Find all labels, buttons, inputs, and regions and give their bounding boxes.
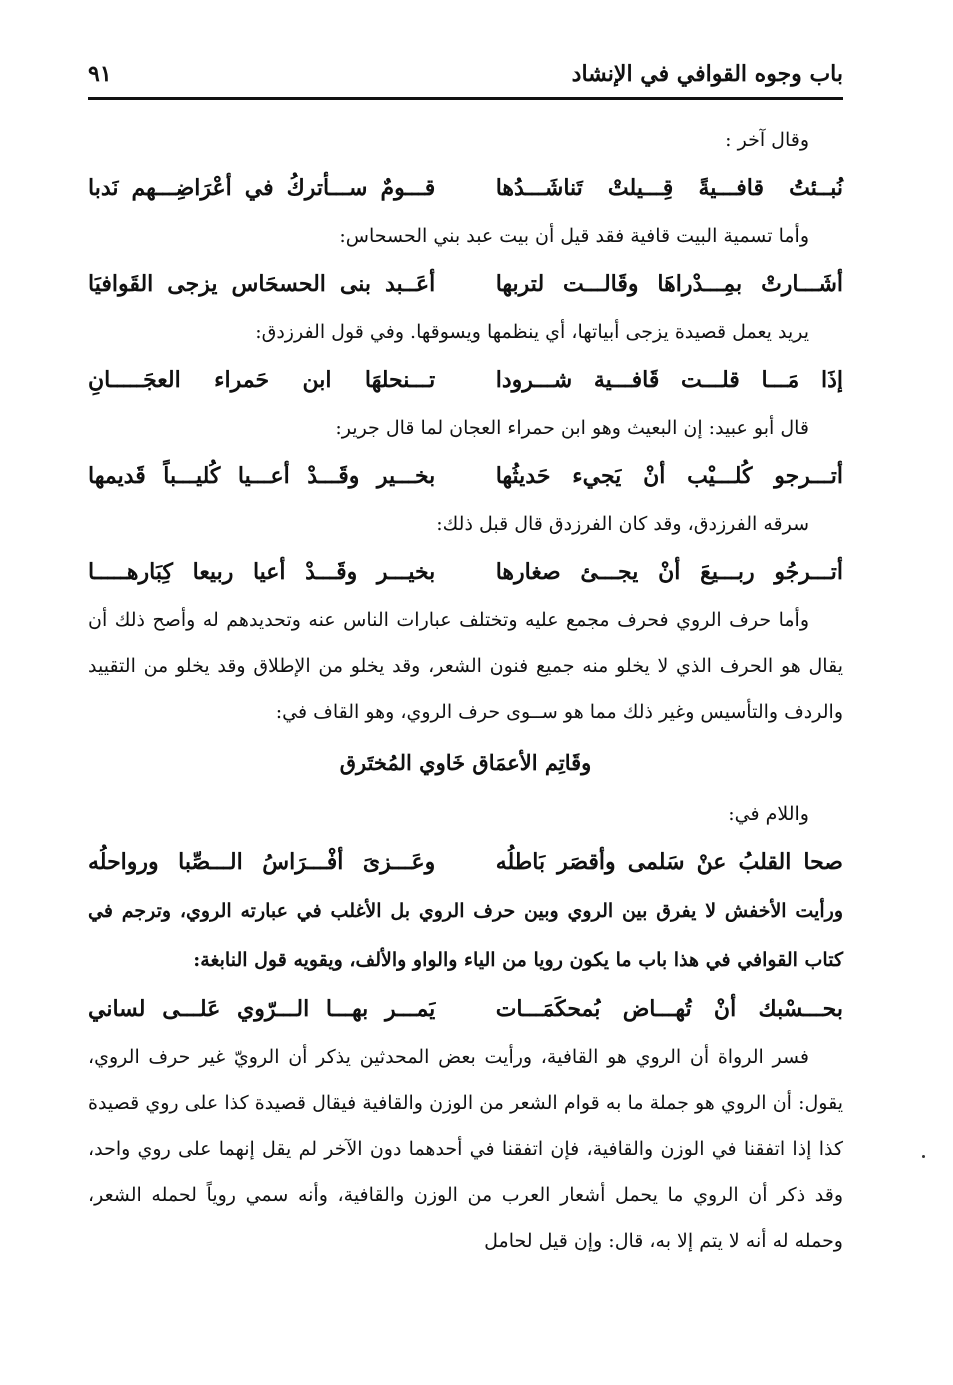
verse-second-hemistich: أعَــبد بنى الحسحَاس يزجى القَوافيَا xyxy=(88,271,436,297)
verse-line xyxy=(88,163,843,213)
verse-second-hemistich: قـــومٌ ســـأتركُ في أعْرَاضِـــهم نَدبا xyxy=(88,175,436,201)
header-rule xyxy=(88,97,843,100)
verse-first-hemistich: صحا القلبُ عنْ سَلمى وأقصَر بَاطلُه xyxy=(495,849,843,875)
centered-verse: وقَاتِم الأعمَاق خَاوي المُختَرق xyxy=(339,750,592,775)
verse-line xyxy=(88,984,843,1034)
chapter-title: باب وجوه القوافي في الإنشاد xyxy=(571,61,843,87)
bold-paragraph: ورأيت الأخفش لا يفرق بين الروي وبين حرف الروي بل الأغلب في عبارته الروي، وترجم في كتاب القوافي في هذا باب ما يكون رويا من الياء والواو والألف، ويقويه قول النابغة: xyxy=(88,900,843,971)
verse-first-hemistich: إذَا مَـــا قلـــت قَافـــية شـــرودا xyxy=(495,367,843,393)
verse-second-hemistich: بخـــير وقَـــدْ أعـــيا كُليـــباً قَديمها xyxy=(88,463,436,489)
verse-first-hemistich: أتـــرجو كُلـــيْب أنْ يَجيء حَديثُها xyxy=(495,463,843,489)
paragraph-intro: وقال آخر : xyxy=(725,129,809,151)
verse-line xyxy=(88,259,843,309)
verse-second-hemistich: تـــنحلهَا ابن حَمراء العجَـــــانِ xyxy=(88,367,436,393)
paragraph: واللام في: xyxy=(728,803,809,825)
verse-first-hemistich: أشَـــارتْ بمِـــدْراهَا وقَالـــت لتربها xyxy=(495,271,843,297)
verse-second-hemistich: يَمـــر بهـــا الـــرّوي عَلـــى لساني xyxy=(88,996,436,1022)
page-header xyxy=(88,55,843,95)
paragraph: سرقه الفرزدق، وقد كان الفرزدق قال قبل ذلك: xyxy=(436,513,809,535)
verse-first-hemistich: أتـــرجُو ربـــيعَ أنْ يجـــئ صغارها xyxy=(495,559,843,585)
paragraph: وأما حرف الروي فحرف مجمع عليه وتختلف عبارات الناس عنه وتحديدهم له وأصح ذلك أن يقال هو الحرف الذي لا يخلو منه جميع فنون الشعر، وقد يخلو من الإطلاق وقد يخلو من التقييد والردف والتأسيس وغير ذلك مما هو ســوى حرف الروي، وهو القاف في: xyxy=(88,609,843,723)
page-number: ٩١ xyxy=(88,61,112,87)
verse-second-hemistich: وعَـــزىَ أفْـــرَاسُ الـــصِّبا ورواحلُه xyxy=(88,849,436,875)
paragraph: قال أبو عبيد: إن البعيث وهو ابن حمراء العجان لما قال جرير: xyxy=(335,417,809,439)
verse-line xyxy=(88,547,843,597)
verse-second-hemistich: بخيـــر وقَـــدْ أعيا ربيعا كِبَارهـــــا xyxy=(88,559,436,585)
paragraph: يريد يعمل قصيدة يزجى أبياتها، أي ينظمها ويسوقها. وفي قول الفرزدق: xyxy=(255,321,809,343)
paragraph: وأما تسمية البيت قافية فقد قيل أن بيت عبد بني الحسحاس: xyxy=(339,225,809,247)
stray-mark xyxy=(922,1155,925,1158)
paragraph: فسر الرواة أن الروي هو القافية، ورأيت بعض المحدثين يذكر أن الرويّ غير حرف الروي، يقول: أن الروي هو جملة ما به قوام الشعر من الوزن والقافية فيقال قصيدة كذا على روي قصيدة كذا إذا اتفقنا في الوزن والقافية، فإن اتفقنا في أحدهما دون الآخر لم يقل إنهما على روي واحد، وقد ذكر أن الروي ما يحمل أشعار العرب من الوزن والقافية، وأنه سمي روياً لحمله الشعر، وحمله له أنه لا يتم إلا به، قال: وإن قيل لحامل xyxy=(88,1046,843,1252)
verse-line xyxy=(88,837,843,887)
verse-first-hemistich: نُبــئتُ قافـــيةً قِـــيلتْ تَناشَـــدُها xyxy=(495,175,843,201)
page-body xyxy=(88,117,843,1264)
verse-line xyxy=(88,355,843,405)
verse-line xyxy=(88,451,843,501)
verse-first-hemistich: بحـــسْبك أنْ تُهـــاض بُمحكَمَـــات xyxy=(495,996,843,1022)
book-page xyxy=(88,55,843,1355)
